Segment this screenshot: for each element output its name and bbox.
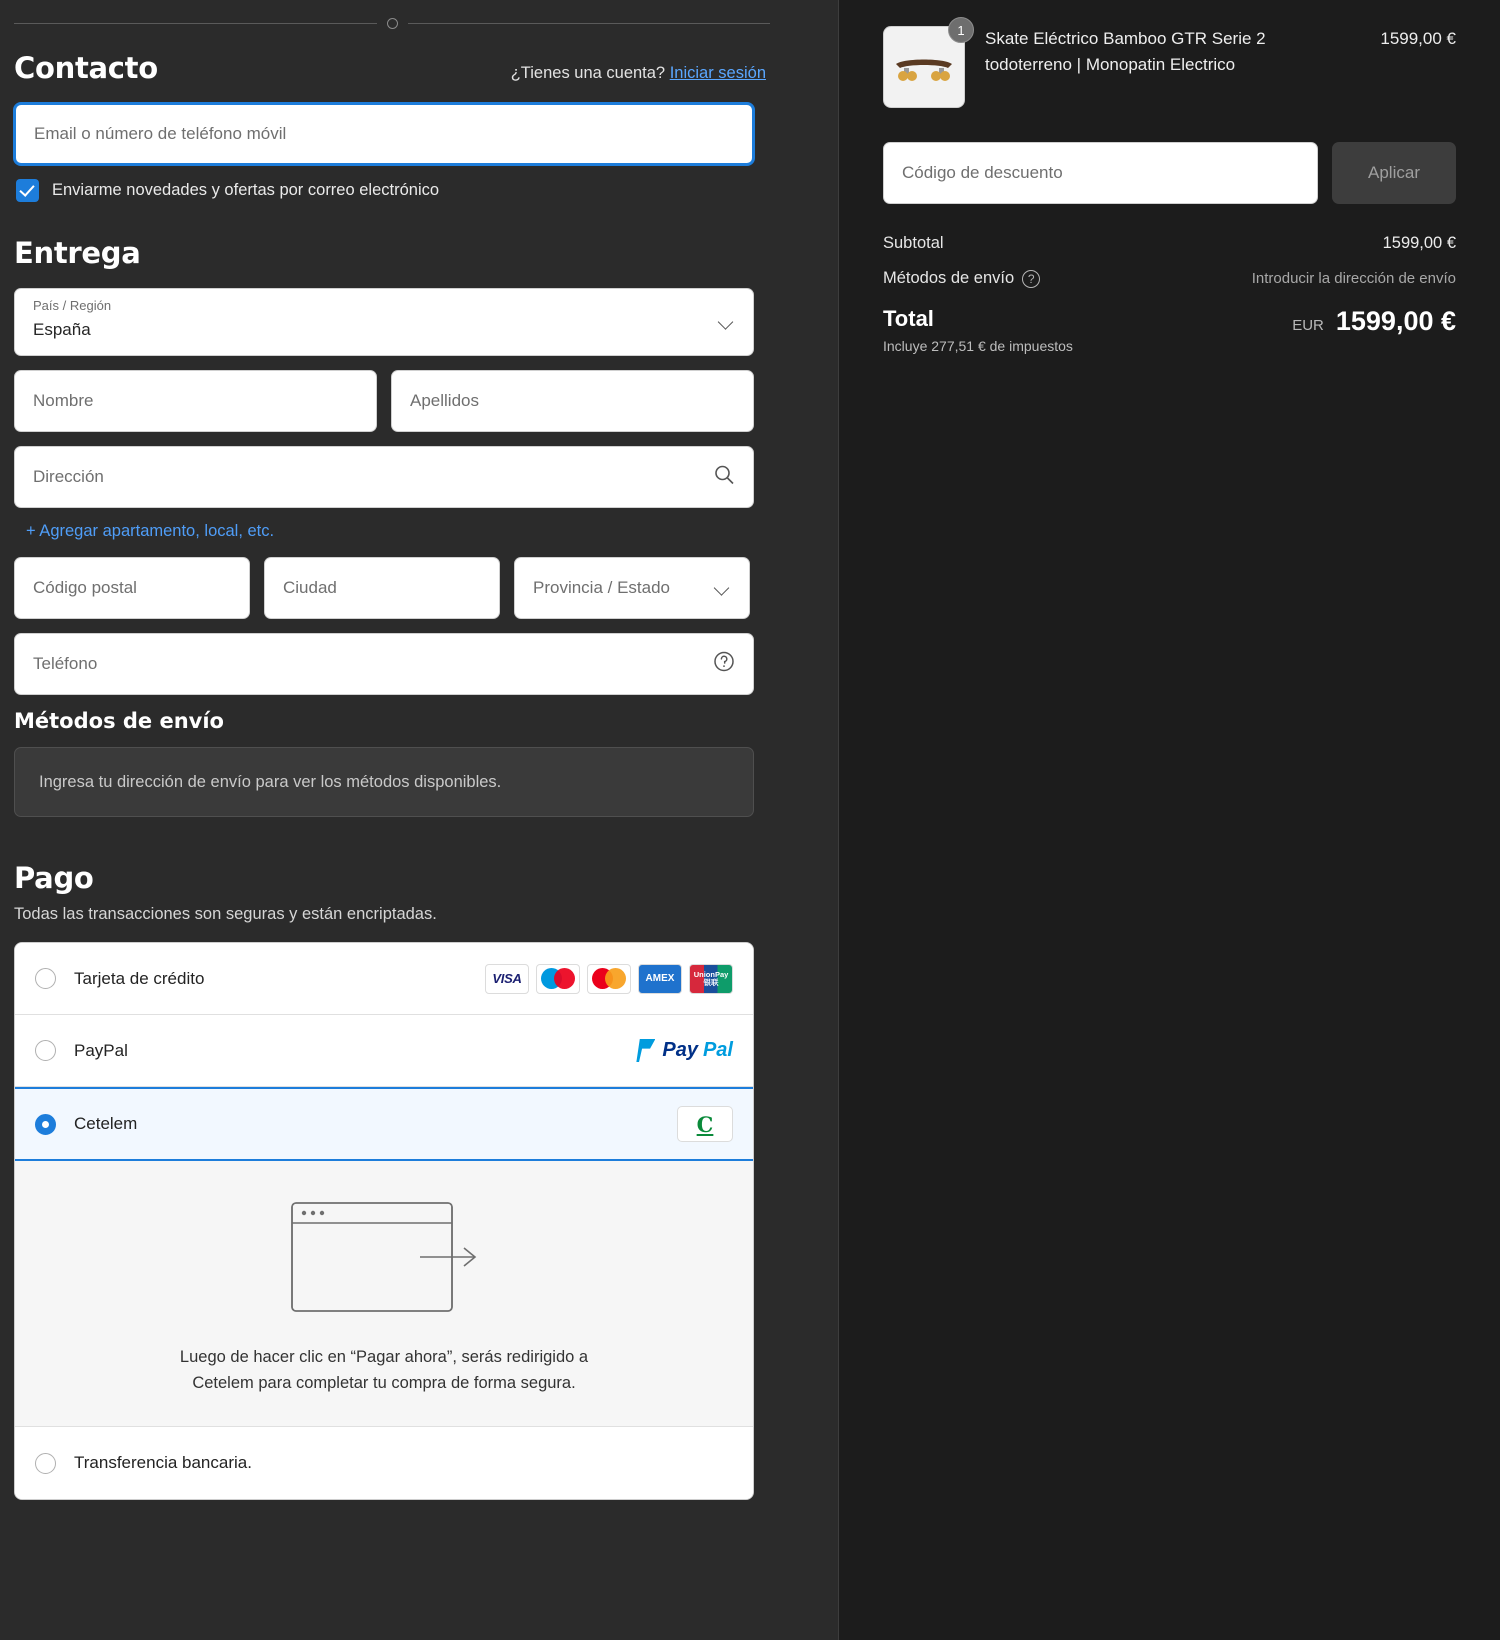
payment-option-bank-transfer[interactable]	[15, 1427, 753, 1499]
subtotal-label: Subtotal	[883, 234, 944, 252]
postal-code-input[interactable]	[15, 558, 249, 618]
redirect-text-line1: Luego de hacer clic en “Pagar ahora”, serás redirigido a	[179, 1348, 589, 1366]
apply-discount-button[interactable]: Aplicar	[1332, 142, 1456, 204]
last-name-input[interactable]	[392, 371, 753, 431]
shipping-label-wrapper	[883, 269, 1040, 288]
contact-title: Contacto	[14, 51, 158, 85]
phone-input[interactable]	[15, 634, 753, 694]
total-value: 1599,00 €	[1335, 306, 1456, 336]
payment-option-credit-card[interactable]	[15, 943, 753, 1015]
country-select[interactable]	[14, 288, 754, 356]
discount-row	[883, 142, 1456, 204]
payment-option-paypal[interactable]	[15, 1015, 753, 1087]
phone-field-wrapper[interactable]	[14, 633, 754, 695]
radio-cetelem[interactable]	[35, 1114, 56, 1135]
maestro-icon	[536, 964, 580, 994]
shipping-empty-message: Ingresa tu dirección de envío para ver los métodos disponibles.	[39, 772, 502, 791]
subtotal-row	[883, 234, 1456, 253]
city-input[interactable]	[265, 558, 499, 618]
radio-paypal[interactable]	[35, 1040, 56, 1061]
newsletter-row[interactable]	[16, 179, 784, 202]
payment-methods-list	[14, 942, 754, 1500]
last-name-field-wrapper[interactable]	[391, 370, 754, 432]
mastercard-icon	[587, 964, 631, 994]
cetelem-icon: C	[677, 1106, 733, 1142]
cart-item-quantity-badge: 1	[948, 17, 974, 43]
chevron-down-icon	[716, 582, 729, 595]
email-input[interactable]	[16, 105, 752, 163]
total-currency: EUR	[1292, 317, 1324, 334]
cart-line-item	[883, 22, 1456, 108]
first-name-input[interactable]	[15, 371, 376, 431]
chevron-down-icon	[720, 316, 733, 329]
top-divider	[14, 18, 770, 29]
country-value: España	[33, 320, 91, 339]
province-select[interactable]	[514, 557, 750, 619]
total-row	[883, 306, 1456, 354]
payment-label-paypal: PayPal	[74, 1040, 128, 1060]
shipping-row	[883, 269, 1456, 288]
cart-item-price: 1599,00 €	[1380, 29, 1456, 48]
paypal-icon: Pay Pal	[636, 1039, 733, 1062]
first-name-field-wrapper[interactable]	[14, 370, 377, 432]
payment-title: Pago	[14, 861, 94, 895]
newsletter-checkbox[interactable]	[16, 179, 39, 202]
radio-credit-card[interactable]	[35, 968, 56, 989]
name-row	[14, 370, 784, 432]
redirect-illustration-icon	[288, 1195, 480, 1321]
shipping-label: Métodos de envío	[883, 269, 1015, 287]
divider-dot-icon	[387, 18, 398, 29]
postal-field-wrapper[interactable]	[14, 557, 250, 619]
divider-line-left	[14, 23, 377, 24]
total-tax-note: Incluye 277,51 € de impuestos	[883, 338, 1073, 354]
contact-header	[14, 51, 766, 103]
shipping-empty-box	[14, 747, 754, 817]
postal-city-province-row	[14, 557, 784, 619]
discount-code-input[interactable]	[883, 142, 1318, 204]
search-icon	[713, 464, 735, 491]
total-amount	[1292, 306, 1456, 337]
delivery-title: Entrega	[14, 236, 141, 270]
amex-icon: AMEX	[638, 964, 682, 994]
help-icon[interactable]	[713, 651, 735, 678]
payment-subtitle: Todas las transacciones son seguras y están encriptadas.	[14, 905, 437, 923]
radio-bank-transfer[interactable]	[35, 1453, 56, 1474]
shipping-methods-title: Métodos de envío	[14, 709, 224, 733]
email-field-wrapper[interactable]	[14, 103, 754, 165]
order-summary-column	[838, 0, 1500, 1640]
subtotal-value: 1599,00 €	[1382, 234, 1456, 252]
newsletter-label: Enviarme novedades y ofertas por correo electrónico	[52, 181, 440, 199]
city-field-wrapper[interactable]	[264, 557, 500, 619]
unionpay-icon: UnionPay 银联	[689, 964, 733, 994]
redirect-info-panel	[15, 1161, 753, 1427]
visa-icon: VISA	[485, 964, 529, 994]
question-mark-icon[interactable]: ?	[1022, 270, 1040, 288]
divider-line-right	[408, 23, 771, 24]
address-field-wrapper[interactable]	[14, 446, 754, 508]
cart-item-title: Skate Eléctrico Bamboo GTR Serie 2 todoterreno | Monopatin Electrico	[985, 29, 1266, 74]
redirect-text-line2: Cetelem para completar tu compra de forma segura.	[192, 1373, 576, 1392]
address-input[interactable]	[15, 447, 753, 507]
payment-option-cetelem[interactable]	[15, 1087, 753, 1161]
total-label: Total	[883, 306, 934, 331]
account-question	[511, 64, 766, 83]
total-left	[883, 306, 1073, 354]
add-apartment-link[interactable]: + Agregar apartamento, local, etc.	[26, 522, 275, 540]
shipping-value: Introducir la dirección de envío	[1251, 270, 1456, 287]
cart-item-thumb-wrapper	[883, 22, 965, 108]
payment-label-cetelem: Cetelem	[74, 1114, 138, 1133]
card-badges	[485, 964, 733, 994]
country-label: País / Región	[33, 298, 112, 313]
account-question-text: ¿Tienes una cuenta?	[510, 64, 666, 82]
payment-label-credit-card: Tarjeta de crédito	[74, 968, 205, 988]
payment-label-bank-transfer: Transferencia bancaria.	[74, 1453, 252, 1473]
login-link[interactable]: Iniciar sesión	[669, 64, 766, 82]
